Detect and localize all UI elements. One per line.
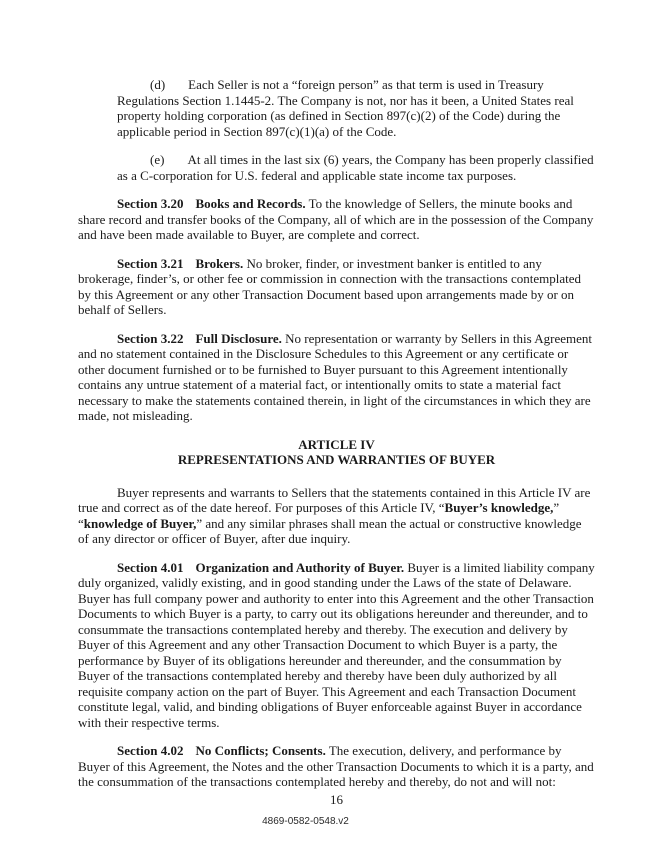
section-text: Buyer is a limited liability company duly organized, validly existing, and in good standing under the Laws of the state of Delaware. Buyer has full company power and authority to enter into this Agreement and the other Transaction Documents to which Buyer is a party, to carry out its obligations hereunder and thereunder, and to consummate the transactions contemplated hereby and thereby. The execution and delivery by Buyer of this Agreement and any other Transaction Document to which Buyer is a party, the performance by Buyer of its obligations hereunder and thereunder, and the consummation by Buyer of the transactions contemplated hereby and thereby have been duly authorized by all requisite company action on the part of Buyer. This Agreement and each Transaction Document constitute legal, valid, and binding obligations of Buyer enforceable against Buyer in accordance with their respective terms.	[78, 559, 595, 730]
section-text: No broker, finder, or investment banker is entitled to any brokerage, finder’s, or other fee or commission in connection with the transactions contemplated by this Agreement or any other Transaction Document based upon arrangements made by or on behalf of Sellers.	[78, 255, 581, 317]
section-3-22	[78, 331, 595, 424]
article-iv-intro-paragraph	[78, 485, 595, 547]
subsection-e-text: At all times in the last six (6) years, the Company has been properly classified as a C-corporation for U.S. federal and applicable state income tax purposes.	[117, 152, 594, 183]
paragraph-text: ” and any similar phrases shall mean the actual or constructive knowledge of any director or officer of Buyer, after due inquiry.	[78, 515, 582, 546]
section-number: Section 3.20	[117, 196, 184, 211]
section-text: No representation or warranty by Sellers in this Agreement and no statement contained in the Disclosure Schedules to this Agreement or any certificate or other document furnished or to be furnished to Buyer pursuant to this Agreement intentionally contains any untrue statement of a material fact, or intentionally omits to state a material fact necessary to make the statements contained therein, in light of the circumstances in which they are made, not misleading.	[78, 330, 592, 423]
section-number: Section 3.21	[117, 255, 184, 271]
section-4-01	[78, 560, 595, 731]
section-text: To the knowledge of Sellers, the minute books and share record and transfer books of the Company, all of which are in the possession of the Company and have been made available to Buyer, are complete and correct.	[78, 196, 594, 242]
section-4-02	[78, 743, 595, 790]
section-title: Organization and Authority of Buyer.	[195, 559, 405, 575]
subsection-e	[117, 152, 595, 183]
section-number: Section 4.01	[117, 559, 184, 575]
page-number: 16	[330, 791, 343, 807]
subsection-d	[117, 77, 595, 139]
document-stamp: 4869-0582-0548.v2	[262, 816, 349, 827]
defined-term: knowledge of Buyer,	[83, 515, 197, 531]
section-number: Section 4.02	[117, 743, 184, 758]
section-3-21	[78, 256, 595, 318]
section-title: Full Disclosure.	[195, 330, 282, 346]
section-title: Books and Records.	[195, 196, 306, 211]
section-text: The execution, delivery, and performance by Buyer of this Agreement, the Notes and the other Transaction Documents to which it is a party, and the consummation of the transactions contemplated hereby and thereby, do not and will not:	[78, 743, 594, 789]
subsection-d-label: (d)	[150, 77, 166, 92]
section-number: Section 3.22	[117, 330, 184, 346]
paragraph-text: Buyer represents and warrants to Sellers that the statements contained in this Article IV are true and correct as of the date hereof. For purposes of this Article IV, “	[78, 484, 591, 515]
paragraph-text: ” “	[78, 500, 560, 531]
defined-term: Buyer’s knowledge,	[444, 500, 554, 515]
article-title: REPRESENTATIONS AND WARRANTIES OF BUYER	[177, 452, 496, 467]
subsection-d-text: Each Seller is not a “foreign person” as that term is used in Treasury Regulations Section 1.1445-2. The Company is not, nor has it been, a United States real property holding corporation (as defined in Section 897(c)(2) of the Code) during the applicable period in Section 897(c)(1)(a) of the Code.	[117, 77, 574, 139]
page-body	[78, 77, 595, 830]
section-title: Brokers.	[195, 255, 244, 271]
section-3-20	[78, 196, 595, 243]
section-title: No Conflicts; Consents.	[195, 743, 326, 758]
subsection-e-label: (e)	[150, 152, 165, 167]
article-number: ARTICLE IV	[298, 436, 375, 452]
article-iv-heading	[78, 437, 595, 468]
